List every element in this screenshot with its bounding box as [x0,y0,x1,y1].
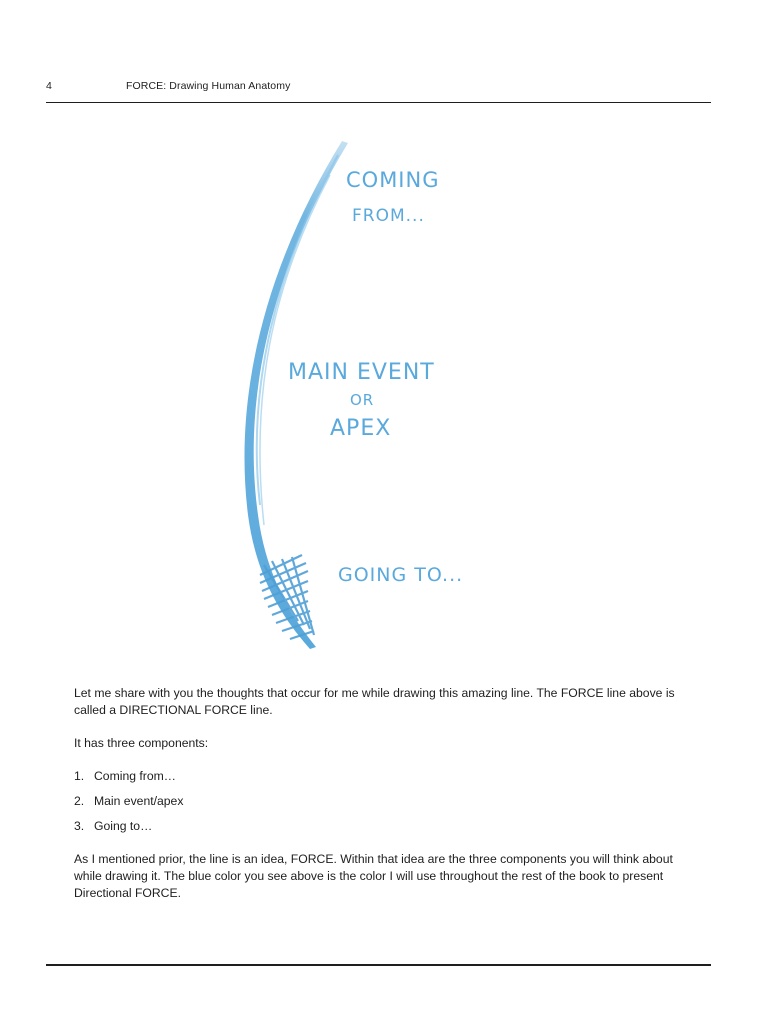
body-text [74,685,694,902]
list-number: 1. [74,769,85,783]
paragraph: As I mentioned prior, the line is an idea, FORCE. Within that idea are the three components you will think about while drawing it. The blue color you see above is the color I will use throughout the rest of the book to present Directional FORCE. [74,852,673,900]
list-item [74,793,694,810]
paragraph: It has three components: [74,736,209,750]
footer-rule [46,964,711,966]
components-list [74,768,694,835]
directional-force-drawing [220,135,540,660]
label-coming-from-line2: FROM... [352,206,425,226]
list-number: 3. [74,819,85,833]
directional-force-illustration [220,135,540,660]
force-line-texture [260,175,330,525]
label-apex: APEX [330,416,392,441]
header-rule [46,102,711,103]
page-number: 4 [46,80,53,92]
paragraph: Let me share with you the thoughts that occur for me while drawing this amazing line. The FORCE line above is called a DIRECTIONAL FORCE line. [74,686,675,717]
list-text: Coming from… [94,769,176,783]
label-or: OR [350,391,375,409]
running-title: FORCE: Drawing Human Anatomy [126,80,291,92]
list-item [74,768,694,785]
list-text: Main event/apex [94,794,184,808]
list-text: Going to… [94,819,153,833]
label-going-to: GOING TO... [338,564,464,586]
page-header [46,80,711,102]
label-coming-from-line1: COMING [346,168,440,192]
list-item [74,818,694,835]
list-number: 2. [74,794,85,808]
force-line-texture [257,155,338,505]
label-main-event: MAIN EVENT [288,360,435,385]
